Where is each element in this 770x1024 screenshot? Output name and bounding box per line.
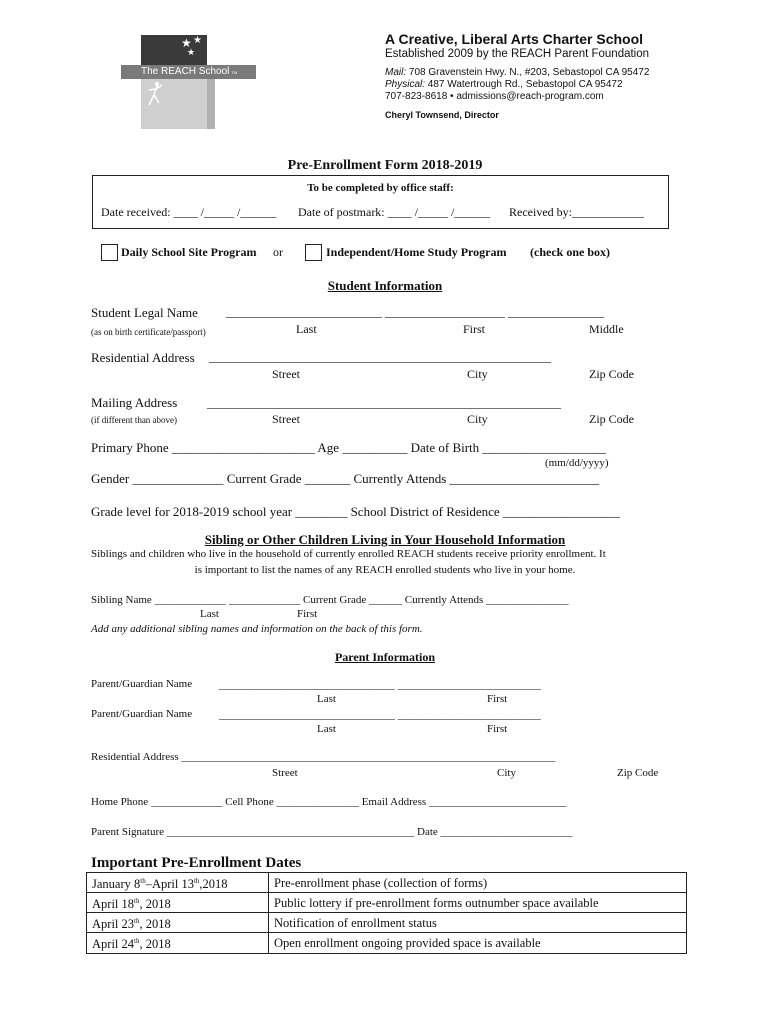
program-or: or bbox=[273, 245, 283, 259]
parent-phone-email-line[interactable]: Home Phone _____________ Cell Phone _______________ Email Address _________________________ bbox=[91, 796, 567, 808]
parent-info-heading: Parent Information bbox=[334, 650, 436, 664]
parent-city-label: City bbox=[497, 767, 516, 779]
sibling-note: Add any additional sibling names and information on the back of this form. bbox=[91, 623, 423, 635]
established-line: Established 2009 by the REACH Parent Foundation bbox=[385, 48, 650, 60]
date-cell: April 18th, 2018 bbox=[87, 893, 269, 913]
guardian1-first-label: First bbox=[487, 693, 508, 705]
residential-address-field[interactable]: _________________________________________________________ bbox=[209, 350, 551, 364]
guardian1-last-label: Last bbox=[317, 693, 336, 705]
daily-program-checkbox[interactable] bbox=[101, 244, 118, 261]
student-last-label: Last bbox=[296, 322, 317, 336]
date-cell: April 24th, 2018 bbox=[87, 933, 269, 953]
parent-signature-line[interactable]: Parent Signature _____________________________________________ Date ________________________ bbox=[91, 826, 573, 838]
guardian2-first-label: First bbox=[487, 723, 508, 735]
sibling-heading: Sibling or Other Children Living in Your Household Information bbox=[204, 532, 566, 547]
residential-address-label: Residential Address bbox=[91, 350, 195, 365]
mail-street-label: Street bbox=[272, 412, 300, 426]
guardian2-name-field[interactable]: ________________________________ __________________________ bbox=[219, 709, 541, 721]
date-received-field[interactable]: Date received: ____ /_____ /______ bbox=[101, 205, 277, 219]
dates-table bbox=[86, 872, 687, 954]
mailing-address-label: Mailing Address bbox=[91, 395, 178, 410]
res-zip-label: Zip Code bbox=[589, 367, 634, 381]
date-cell: January 8th–April 13th,2018 bbox=[87, 873, 269, 893]
physical-address: Physical: 487 Watertrough Rd., Sebastopol CA 95472 bbox=[385, 79, 623, 90]
important-dates-heading: Important Pre-Enrollment Dates bbox=[91, 855, 302, 871]
res-city-label: City bbox=[467, 367, 488, 381]
student-legal-name-field[interactable]: __________________________ ____________________ ________________ bbox=[226, 305, 604, 319]
received-by-field[interactable]: Received by:____________ bbox=[509, 205, 644, 219]
table-row bbox=[87, 913, 687, 933]
guardian1-name-field[interactable]: ________________________________ __________________________ bbox=[219, 679, 541, 691]
mail-zip-label: Zip Code bbox=[589, 412, 634, 426]
dob-format-hint: (mm/dd/yyyy) bbox=[545, 457, 609, 469]
sibling-first-label: First bbox=[297, 608, 318, 620]
mail-address: Mail: 708 Gravenstein Hwy. N., #203, Sebastopol CA 95472 bbox=[385, 67, 650, 78]
postmark-date-field[interactable]: Date of postmark: ____ /_____ /______ bbox=[298, 205, 491, 219]
date-cell: April 23th, 2018 bbox=[87, 913, 269, 933]
parent-address-line[interactable]: Residential Address ____________________________________________________________________ bbox=[91, 751, 556, 763]
guardian2-last-label: Last bbox=[317, 723, 336, 735]
form-title: Pre-Enrollment Form 2018-2019 bbox=[287, 158, 483, 173]
table-row bbox=[87, 873, 687, 893]
home-study-checkbox[interactable] bbox=[305, 244, 322, 261]
table-row bbox=[87, 933, 687, 953]
office-heading: To be completed by office staff: bbox=[307, 182, 454, 194]
mailing-address-note: (if different than above) bbox=[91, 415, 178, 425]
sibling-entry-line[interactable]: Sibling Name _____________ _____________ Current Grade ______ Currently Attends _______________ bbox=[91, 594, 569, 606]
res-street-label: Street bbox=[272, 367, 300, 381]
school-tagline: A Creative, Liberal Arts Charter School bbox=[385, 31, 644, 47]
home-study-label: Independent/Home Study Program bbox=[326, 245, 507, 259]
contact-line: 707-823-8618 • admissions@reach-program.com bbox=[385, 91, 604, 102]
star-icon: ★ bbox=[193, 35, 202, 46]
event-cell: Public lottery if pre-enrollment forms outnumber space available bbox=[269, 893, 687, 913]
daily-program-label: Daily School Site Program bbox=[121, 245, 257, 259]
event-cell: Pre-enrollment phase (collection of forms) bbox=[269, 873, 687, 893]
sibling-last-label: Last bbox=[200, 608, 219, 620]
program-note: (check one box) bbox=[530, 245, 610, 259]
mail-city-label: City bbox=[467, 412, 488, 426]
director-name: Cheryl Townsend, Director bbox=[385, 110, 499, 120]
event-cell: Notification of enrollment status bbox=[269, 913, 687, 933]
logo-gray-stripe bbox=[207, 79, 215, 129]
star-icon: ★ bbox=[181, 36, 192, 50]
student-legal-name-label: Student Legal Name bbox=[91, 305, 198, 320]
sibling-info-para2: is important to list the names of any REACH enrolled students who live in your home. bbox=[194, 564, 576, 576]
event-cell: Open enrollment ongoing provided space is available bbox=[269, 933, 687, 953]
guardian1-label: Parent/Guardian Name bbox=[91, 678, 193, 690]
school-logo bbox=[121, 35, 256, 129]
sibling-info-para1: Siblings and children who live in the household of currently enrolled REACH students receive priority enrollment. It bbox=[91, 548, 606, 560]
table-row bbox=[87, 893, 687, 913]
student-first-label: First bbox=[463, 322, 486, 336]
student-middle-label: Middle bbox=[589, 322, 624, 336]
parent-street-label: Street bbox=[272, 767, 298, 779]
grade-district-line[interactable]: Grade level for 2018-2019 school year ________ School District of Residence __________________ bbox=[91, 504, 620, 519]
legal-name-note: (as on birth certificate/passport) bbox=[91, 327, 206, 337]
gender-grade-line[interactable]: Gender ______________ Current Grade _______ Currently Attends _______________________ bbox=[91, 471, 600, 486]
logo-name: The REACH School TM bbox=[141, 66, 238, 77]
dancer-figure-icon bbox=[145, 81, 165, 107]
student-info-heading: Student Information bbox=[327, 278, 443, 293]
guardian2-label: Parent/Guardian Name bbox=[91, 708, 193, 720]
star-icon: ★ bbox=[187, 47, 196, 57]
phone-age-dob-line[interactable]: Primary Phone ______________________ Age __________ Date of Birth ___________________ bbox=[91, 440, 606, 455]
mailing-address-field[interactable]: ___________________________________________________________ bbox=[207, 396, 561, 410]
parent-zip-label: Zip Code bbox=[617, 767, 659, 779]
